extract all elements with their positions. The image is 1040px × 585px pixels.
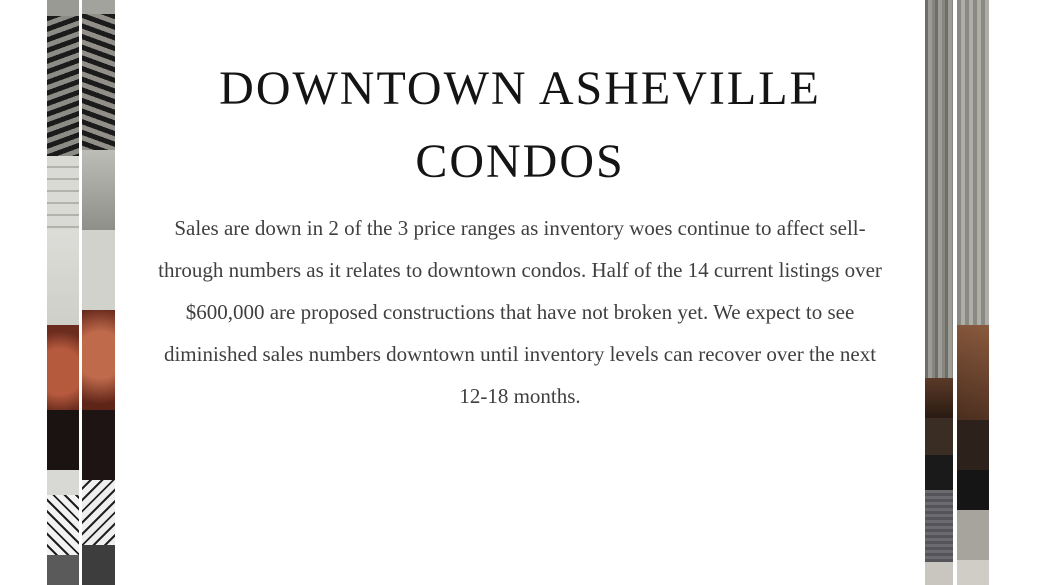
body-paragraph: Sales are down in 2 of the 3 price ranges as inventory woes continue to affect sell-through numbers as it relates to downtown condos. Half of the 14 current listings over $600,000 are proposed constructions that have not broken yet. We expect to see diminished sales numbers downtown until inventory levels can recover over the next 12-18 months.: [158, 216, 882, 408]
content-card: [115, 0, 925, 585]
page-title: [115, 52, 925, 198]
left-photo-strip-1: [47, 0, 79, 585]
right-photo-strip-1: [925, 0, 953, 585]
right-photo-strip-2: [957, 0, 989, 585]
left-photo-strip-2: [82, 0, 115, 585]
title-line-1: DOWNTOWN ASHEVILLE: [219, 62, 821, 115]
title-line-2: CONDOS: [415, 135, 625, 188]
